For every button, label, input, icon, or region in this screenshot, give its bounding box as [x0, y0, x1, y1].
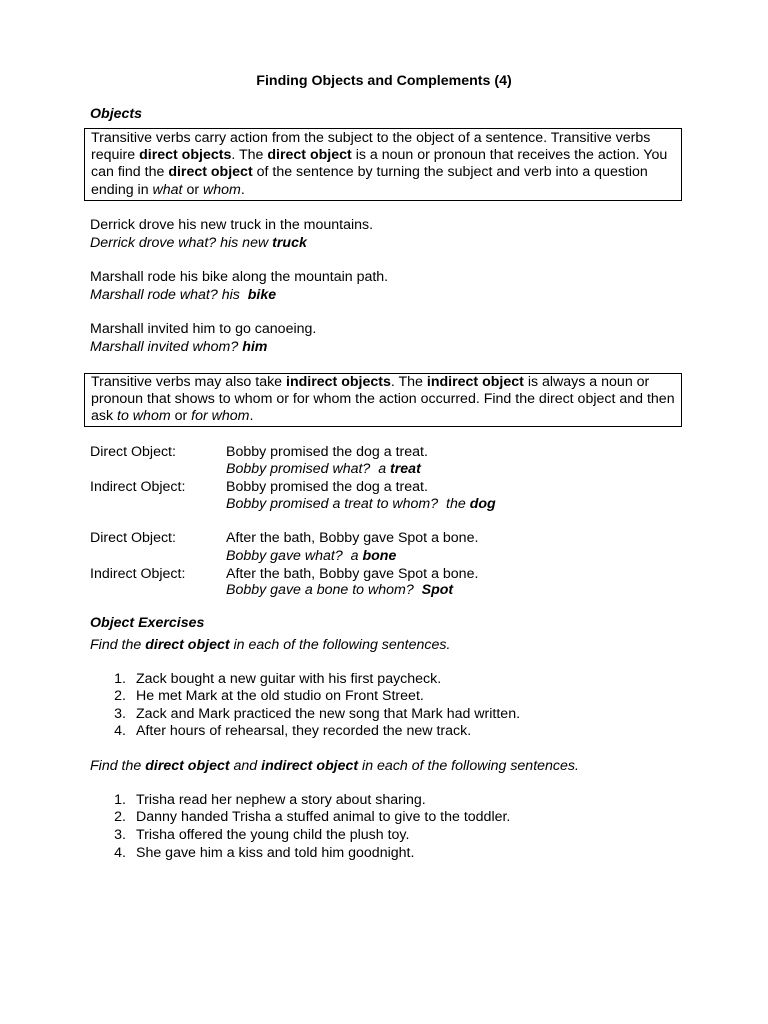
- list-item: Trisha offered the young child the plush toy.: [136, 827, 410, 843]
- pair-sentence: Bobby promised the dog a treat.: [226, 479, 428, 495]
- term-indirect-object: indirect object: [426, 374, 524, 390]
- object-type-label: Direct Object:: [90, 444, 176, 460]
- pair-answer: bone: [362, 548, 397, 564]
- pair-question: Bobby gave a bone to whom? Spot: [226, 582, 454, 598]
- pair-sentence: After the bath, Bobby gave Spot a bone.: [226, 530, 479, 546]
- direct-object-definition-box: Transitive verbs carry action from the subject to the object of a sentence. Transitive verbs require direct objects. The direct object is a noun or pronoun that receives the action. You can find the direct object of the sentence by turning the subject and verb into a question ending in what or whom.: [84, 128, 682, 201]
- object-type-label: Indirect Object:: [90, 479, 186, 495]
- example-answer: bike: [247, 287, 277, 303]
- pair-question: Bobby promised a treat to whom? the dog: [226, 496, 496, 512]
- list-item: Zack bought a new guitar with his first paycheck.: [136, 671, 442, 687]
- pair-question: Bobby promised what? a treat: [226, 461, 421, 477]
- list-number: 2.: [114, 809, 126, 825]
- pair-question: Bobby gave what? a bone: [226, 548, 397, 564]
- pair-answer: dog: [469, 496, 496, 512]
- exercise-instructions-2: Find the direct object and indirect object in each of the following sentences.: [90, 758, 579, 774]
- objects-heading: Objects: [90, 106, 143, 122]
- list-item: He met Mark at the old studio on Front Street.: [136, 688, 424, 704]
- term-direct-object: direct object: [267, 147, 352, 164]
- example-answer: him: [242, 339, 268, 355]
- list-number: 3.: [114, 827, 126, 843]
- example-question: Marshall invited whom? him: [90, 339, 268, 355]
- list-number: 4.: [114, 723, 126, 739]
- object-type-label: Indirect Object:: [90, 566, 186, 582]
- example-answer: truck: [272, 235, 307, 251]
- term-indirect-objects: indirect objects: [286, 374, 391, 390]
- example-question: Derrick drove what? his new truck: [90, 235, 307, 251]
- list-item: She gave him a kiss and told him goodnight.: [136, 845, 415, 861]
- list-item: After hours of rehearsal, they recorded the new track.: [136, 723, 472, 739]
- object-type-label: Direct Object:: [90, 530, 176, 546]
- page-title: Finding Objects and Complements (4): [256, 73, 512, 89]
- example-sentence: Marshall rode his bike along the mountain path.: [90, 269, 389, 285]
- list-item: Danny handed Trisha a stuffed animal to give to the toddler.: [136, 809, 511, 825]
- example-sentence: Marshall invited him to go canoeing.: [90, 321, 317, 337]
- term-direct-objects: direct objects: [139, 147, 232, 164]
- pair-answer: Spot: [421, 582, 454, 598]
- term-direct-object-2: direct object: [168, 164, 253, 181]
- list-number: 1.: [114, 671, 126, 687]
- pair-sentence: Bobby promised the dog a treat.: [226, 444, 428, 460]
- list-number: 3.: [114, 706, 126, 722]
- pair-answer: treat: [390, 461, 421, 477]
- pair-sentence: After the bath, Bobby gave Spot a bone.: [226, 566, 479, 582]
- list-number: 2.: [114, 688, 126, 704]
- exercise-instructions-1: Find the direct object in each of the following sentences.: [90, 637, 451, 653]
- list-number: 1.: [114, 792, 126, 808]
- list-item: Trisha read her nephew a story about sharing.: [136, 792, 426, 808]
- exercises-heading: Object Exercises: [90, 615, 205, 631]
- example-sentence: Derrick drove his new truck in the mountains.: [90, 217, 374, 233]
- list-number: 4.: [114, 845, 126, 861]
- indirect-object-definition-box: Transitive verbs may also take indirect objects. The indirect object is always a noun or pronoun that shows to whom or for whom the action occurred. Find the direct object and then ask to whom or for whom.: [84, 373, 682, 427]
- list-item: Zack and Mark practiced the new song that Mark had written.: [136, 706, 521, 722]
- example-question: Marshall rode what? his bike: [90, 287, 277, 303]
